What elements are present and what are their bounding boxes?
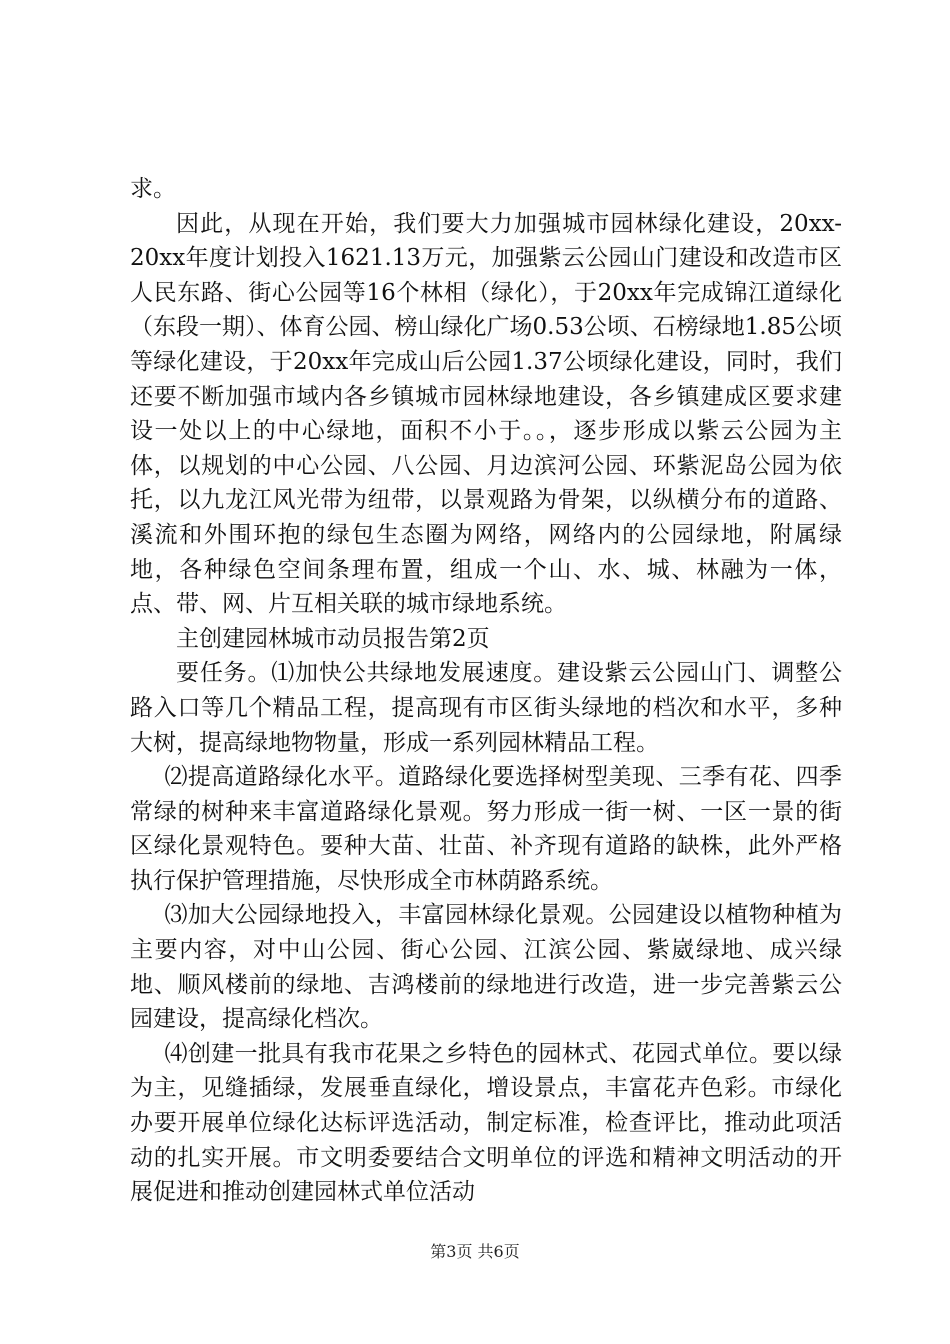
paragraph-task-3: ⑶加大公园绿地投入，丰富园林绿化景观。公园建设以植物种植为主要内容，对中山公园、街心公园、江滨公园、紫崴绿地、成兴绿地、顺风楼前的绿地、吉鸿楼前的绿地进行改造，进一步完善紫云公园建设，提高绿化档次。 — [130, 902, 842, 1033]
page-number-footer: 第3页 共6页 — [430, 1242, 520, 1261]
paragraph-task-1: 要任务。⑴加快公共绿地发展速度。建设紫云公园山门、调整公路入口等几个精品工程，提高现有市区街头绿地的档次和水平，多种大树，提高绿地物物量，形成一系列园林精品工程。 — [130, 660, 842, 756]
paragraph-plan-overview: 因此，从现在开始，我们要大力加强城市园林绿化建设，20xx-20xx年度计划投入1621.13万元，加强紫云公园山门建设和改造市区人民东路、街心公园等16个林相（绿化），于20xx年完成锦江道绿化（东段一期）、体育公园、榜山绿化广场0.53公顷、石榜绿地1.85公顷等绿化建设，于20xx年完成山后公园1.37公顷绿化建设，同时，我们还要不断加强市域内各乡镇城市园林绿地建设，各乡镇建成区要求建设一处以上的中心绿地，面积不小于。。，逐步形成以紫云公园为主体，以规划的中心公园、八公园、月边滨河公园、环紫泥岛公园为依托，以九龙江风光带为纽带，以景观路为骨架，以纵横分布的道路、溪流和外围环抱的绿包生态圈为网络，网络内的公园绿地，附属绿地，各种绿色空间条理布置，组成一个山、水、城、林融为一体，点、带、网、片互相关联的城市绿地系统。 — [130, 210, 842, 618]
paragraph-continuation: 求。 — [130, 176, 176, 202]
paragraph-page-heading: 主创建园林城市动员报告第2页 — [176, 625, 490, 652]
document-body — [130, 172, 842, 1210]
paragraph-task-2: ⑵提高道路绿化水平。道路绿化要选择树型美现、三季有花、四季常绿的树种来丰富道路绿化景观。努力形成一街一树、一区一景的街区绿化景观特色。要种大苗、壮苗、补齐现有道路的缺株，此外严格执行保护管理措施，尽快形成全市林荫路系统。 — [130, 764, 842, 894]
paragraph-task-4: ⑷创建一批具有我市花果之乡特色的园林式、花园式单位。要以绿为主，见缝插绿，发展垂直绿化，增设景点，丰富花卉色彩。市绿化办要开展单位绿化达标评选活动，制定标准，检查评比，推动此项活动的扎实开展。市文明委要结合文明单位的评选和精神文明活动的开展促进和推动创建园林式单位活动 — [130, 1040, 842, 1206]
